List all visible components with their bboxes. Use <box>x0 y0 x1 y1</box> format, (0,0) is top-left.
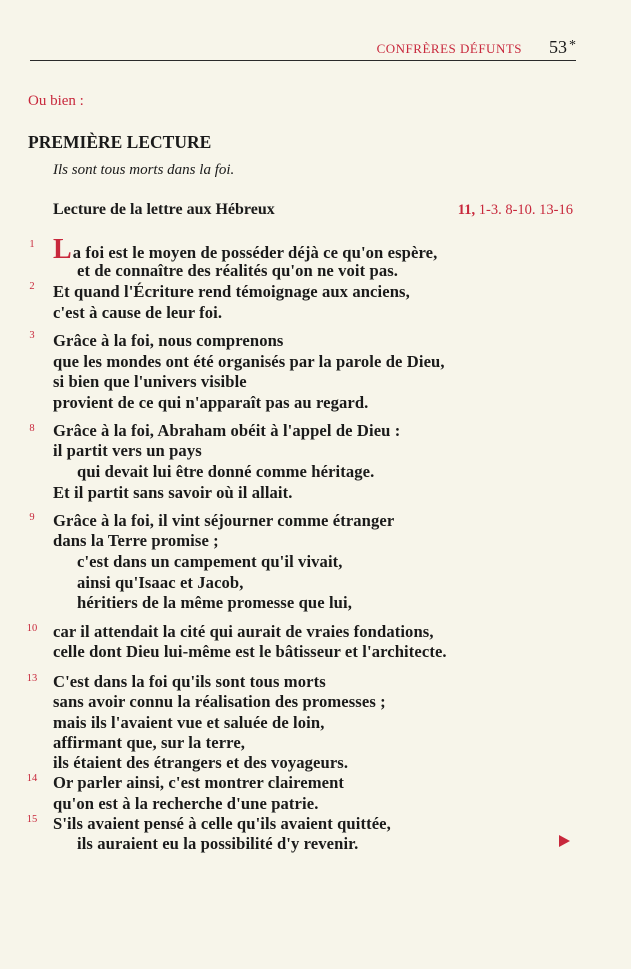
verse-number: 2 <box>29 281 35 292</box>
text-line: provient de ce qui n'apparaît pas au regard. <box>53 393 369 412</box>
verse-number: 1 <box>29 239 35 250</box>
text-line: celle dont Dieu lui-même est le bâtisseur et l'architecte. <box>53 642 447 661</box>
text-line: et de connaître des réalités qu'on ne voit pas. <box>77 261 399 280</box>
text-line: si bien que l'univers visible <box>53 372 247 391</box>
text-line: que les mondes ont été organisés par la parole de Dieu, <box>53 352 445 371</box>
section-title: CONFRÈRES DÉFUNTS <box>376 41 522 56</box>
page-number-value: 53 <box>549 37 567 57</box>
text-line: C'est dans la foi qu'ils sont tous morts <box>53 672 326 691</box>
text-line-content: a foi est le moyen de posséder déjà ce qu'on espère, <box>72 243 438 262</box>
text-line: mais ils l'avaient vue et saluée de loin, <box>53 713 325 732</box>
text-line: Et il partit sans savoir où il allait. <box>53 483 293 502</box>
verse-number: 3 <box>29 330 35 341</box>
text-line: affirmant que, sur la terre, <box>53 733 246 752</box>
verse-number: 15 <box>26 814 38 825</box>
text-line: ils étaient des étrangers et des voyageurs. <box>53 753 349 772</box>
ref-verses: 1-3. 8-10. 13-16 <box>478 202 573 218</box>
text-line: Et quand l'Écriture rend témoignage aux anciens, <box>53 282 410 301</box>
verse-number: 13 <box>26 673 38 684</box>
text-line: sans avoir connu la réalisation des promesses ; <box>53 692 386 711</box>
text-line: Grâce à la foi, Abraham obéit à l'appel de Dieu : <box>53 421 401 440</box>
intro-text: Ou bien : <box>28 93 84 109</box>
asterisk-mark: * <box>569 38 576 53</box>
verse-number: 8 <box>29 423 35 434</box>
scripture-reference <box>458 202 573 219</box>
text-line: il partit vers un pays <box>53 441 202 460</box>
verse-number: 10 <box>26 623 38 634</box>
text-line: Or parler ainsi, c'est montrer clairement <box>53 773 345 792</box>
text-line: c'est dans un campement qu'il vivait, <box>77 552 343 571</box>
running-header <box>30 38 576 61</box>
text-line: Grâce à la foi, il vint séjourner comme étranger <box>53 511 395 530</box>
page-number <box>549 37 576 58</box>
triangle-right-icon <box>559 835 570 847</box>
text-line: Grâce à la foi, nous comprenons <box>53 331 284 350</box>
drop-cap: L <box>53 234 72 265</box>
text-line: S'ils avaient pensé à celle qu'ils avaient quittée, <box>53 814 391 833</box>
text-line: dans la Terre promise ; <box>53 531 219 550</box>
text-line: héritiers de la même promesse que lui, <box>77 593 352 612</box>
text-line: c'est à cause de leur foi. <box>53 303 223 322</box>
text-line: car il attendait la cité qui aurait de vraies fondations, <box>53 622 434 641</box>
verse-number: 14 <box>26 773 38 784</box>
text-line: qui devait lui être donné comme héritage. <box>77 462 375 481</box>
verse-number: 9 <box>29 512 35 523</box>
text-line: ils auraient eu la possibilité d'y revenir. <box>77 834 359 853</box>
text-line <box>53 236 437 264</box>
reading-subtitle: Ils sont tous morts dans la foi. <box>53 162 235 178</box>
reading-title: PREMIÈRE LECTURE <box>28 132 212 152</box>
reading-source: Lecture de la lettre aux Hébreux <box>53 201 275 218</box>
text-line: qu'on est à la recherche d'une patrie. <box>53 794 319 813</box>
text-line: ainsi qu'Isaac et Jacob, <box>77 573 244 592</box>
ref-chapter: 11, <box>457 202 476 218</box>
